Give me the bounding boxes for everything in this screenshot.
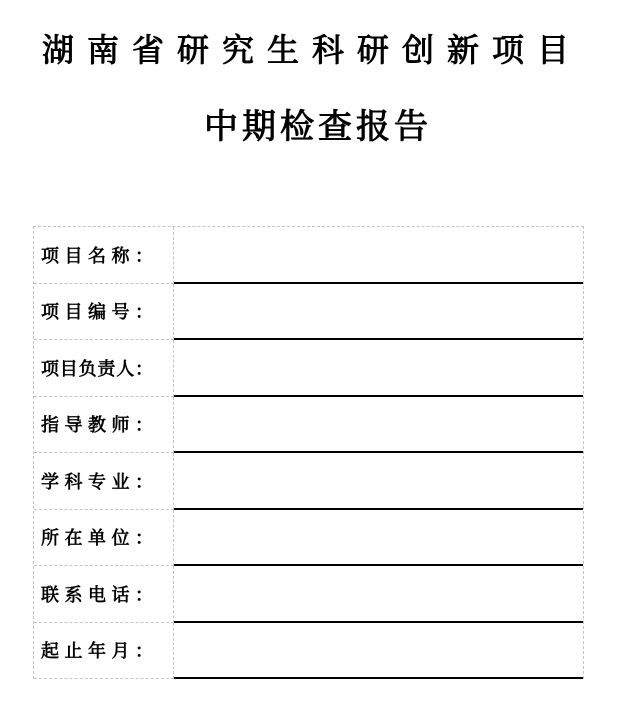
affiliation-label-cell	[34, 510, 174, 567]
discipline-field[interactable]	[174, 453, 583, 510]
table-row-discipline	[34, 453, 583, 510]
project-number-field[interactable]	[174, 284, 583, 341]
phone-label: 联系电话：	[41, 584, 153, 605]
duration-label: 起止年月：	[41, 641, 153, 662]
table-row-project-number	[34, 284, 583, 341]
duration-field[interactable]	[174, 623, 583, 680]
document-title: 湖南省研究生科研创新项目	[41, 32, 582, 68]
document-subtitle: 中期检查报告	[204, 108, 432, 146]
table-row-project-leader	[34, 340, 583, 397]
project-info-table	[33, 226, 584, 679]
advisor-label-cell	[34, 397, 174, 454]
project-name-field[interactable]	[174, 227, 583, 284]
phone-label-cell	[34, 566, 174, 623]
affiliation-field[interactable]	[174, 510, 583, 567]
table-row-project-name	[34, 227, 583, 284]
advisor-field[interactable]	[174, 397, 583, 454]
project-leader-field[interactable]	[174, 340, 583, 397]
table-row-affiliation	[34, 510, 583, 567]
discipline-label-cell	[34, 453, 174, 510]
advisor-label: 指导教师：	[41, 415, 153, 436]
table-row-advisor	[34, 397, 583, 454]
affiliation-label: 所在单位：	[41, 528, 153, 549]
project-name-label: 项目名称：	[41, 245, 153, 266]
table-row-duration	[34, 623, 583, 680]
project-leader-label: 项目负责人：	[41, 358, 153, 379]
project-number-label: 项目编号：	[41, 302, 153, 323]
project-name-label-cell	[34, 227, 174, 284]
duration-label-cell	[34, 623, 174, 680]
table-row-phone	[34, 566, 583, 623]
discipline-label: 学科专业：	[41, 471, 153, 492]
project-leader-label-cell	[34, 340, 174, 397]
phone-field[interactable]	[174, 566, 583, 623]
project-number-label-cell	[34, 284, 174, 341]
